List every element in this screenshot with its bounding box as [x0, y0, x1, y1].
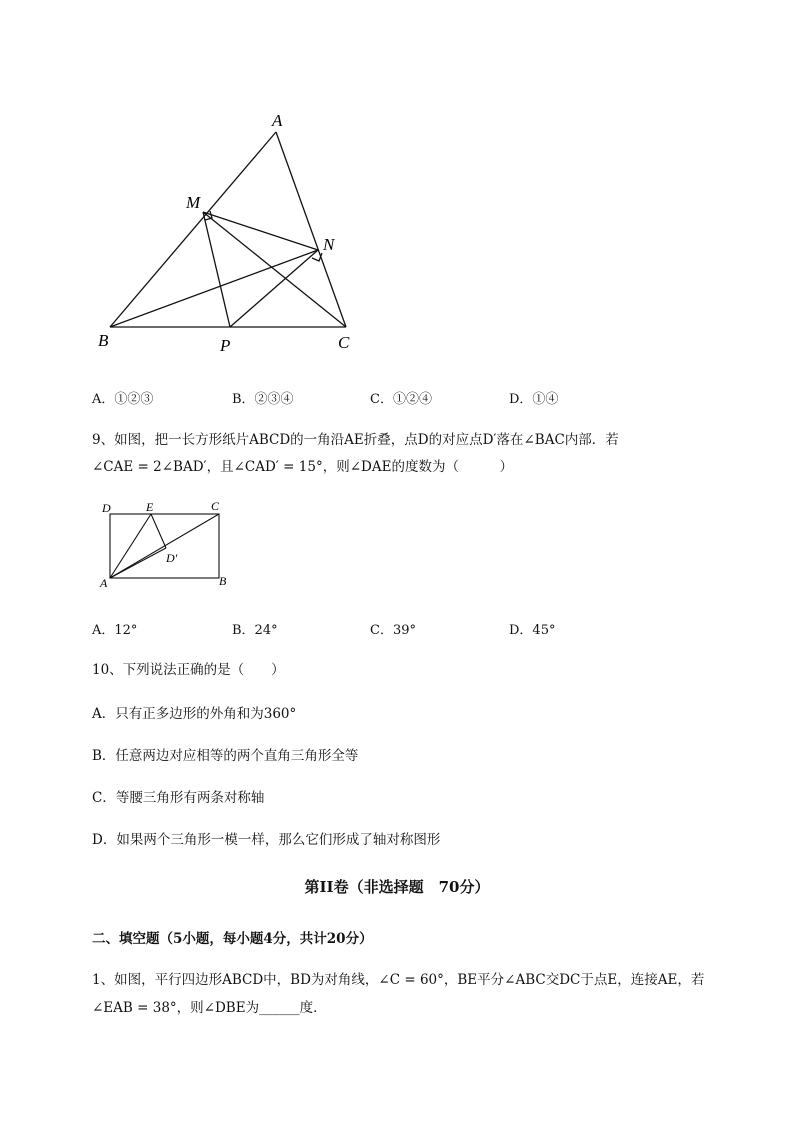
q8-option-b: B．②③④: [232, 392, 294, 407]
part2-title: 第II卷（非选择题 70分）: [304, 878, 490, 896]
q9-option-a: A．12°: [92, 623, 138, 638]
q9-stem-line2: ∠CAE = 2∠BAD′，且∠CAD′ = 15°，则∠DAE的度数为（ ）: [92, 459, 513, 475]
q10-stem: 10、下列说法正确的是（ ）: [92, 662, 285, 678]
q8-option-c: C．①②④: [370, 392, 432, 407]
q8-option-d: D．①④: [509, 392, 559, 407]
label-A: A: [272, 111, 283, 130]
fig2-label-B: B: [219, 574, 227, 588]
q9-option-c: C．39°: [370, 623, 416, 638]
triangle-figure: [90, 100, 370, 360]
fill1-line2: ∠EAB = 38°，则∠DBE为______度．: [92, 1000, 327, 1016]
label-M: M: [186, 193, 201, 212]
q10-option-a: A．只有正多边形的外角和为360°: [92, 706, 297, 722]
q8-option-a: A．①②③: [92, 392, 154, 407]
q9-option-b: B．24°: [232, 623, 278, 638]
q10-option-c: C．等腰三角形有两条对称轴: [92, 790, 265, 806]
rectangle-fold-figure: [96, 496, 246, 591]
fig2-label-D: D: [102, 501, 111, 515]
label-B: B: [98, 331, 109, 350]
q9-stem-line1: 9、如图，把一长方形纸片ABCD的一角沿AE折叠，点D的对应点D′落在∠BAC内部．若: [92, 432, 619, 448]
fig2-label-E: E: [146, 500, 154, 514]
section-heading: 二、填空题（5小题，每小题4分，共计20分）: [92, 931, 373, 947]
fig2-label-Dprime: D′: [166, 551, 178, 565]
label-C: C: [338, 333, 350, 352]
fig2-label-A: A: [100, 576, 108, 590]
fill1-line1: 1、如图，平行四边形ABCD中，BD为对角线，∠C = 60°，BE平分∠ABC交DC于点E，连接AE，若: [92, 972, 705, 988]
label-N: N: [323, 235, 335, 254]
label-P: P: [220, 336, 231, 355]
q10-option-b: B．任意两边对应相等的两个直角三角形全等: [92, 748, 359, 764]
fig2-label-C: C: [211, 499, 220, 513]
q9-option-d: D．45°: [509, 623, 556, 638]
q10-option-d: D．如果两个三角形一模一样，那么它们形成了轴对称图形: [92, 832, 441, 848]
